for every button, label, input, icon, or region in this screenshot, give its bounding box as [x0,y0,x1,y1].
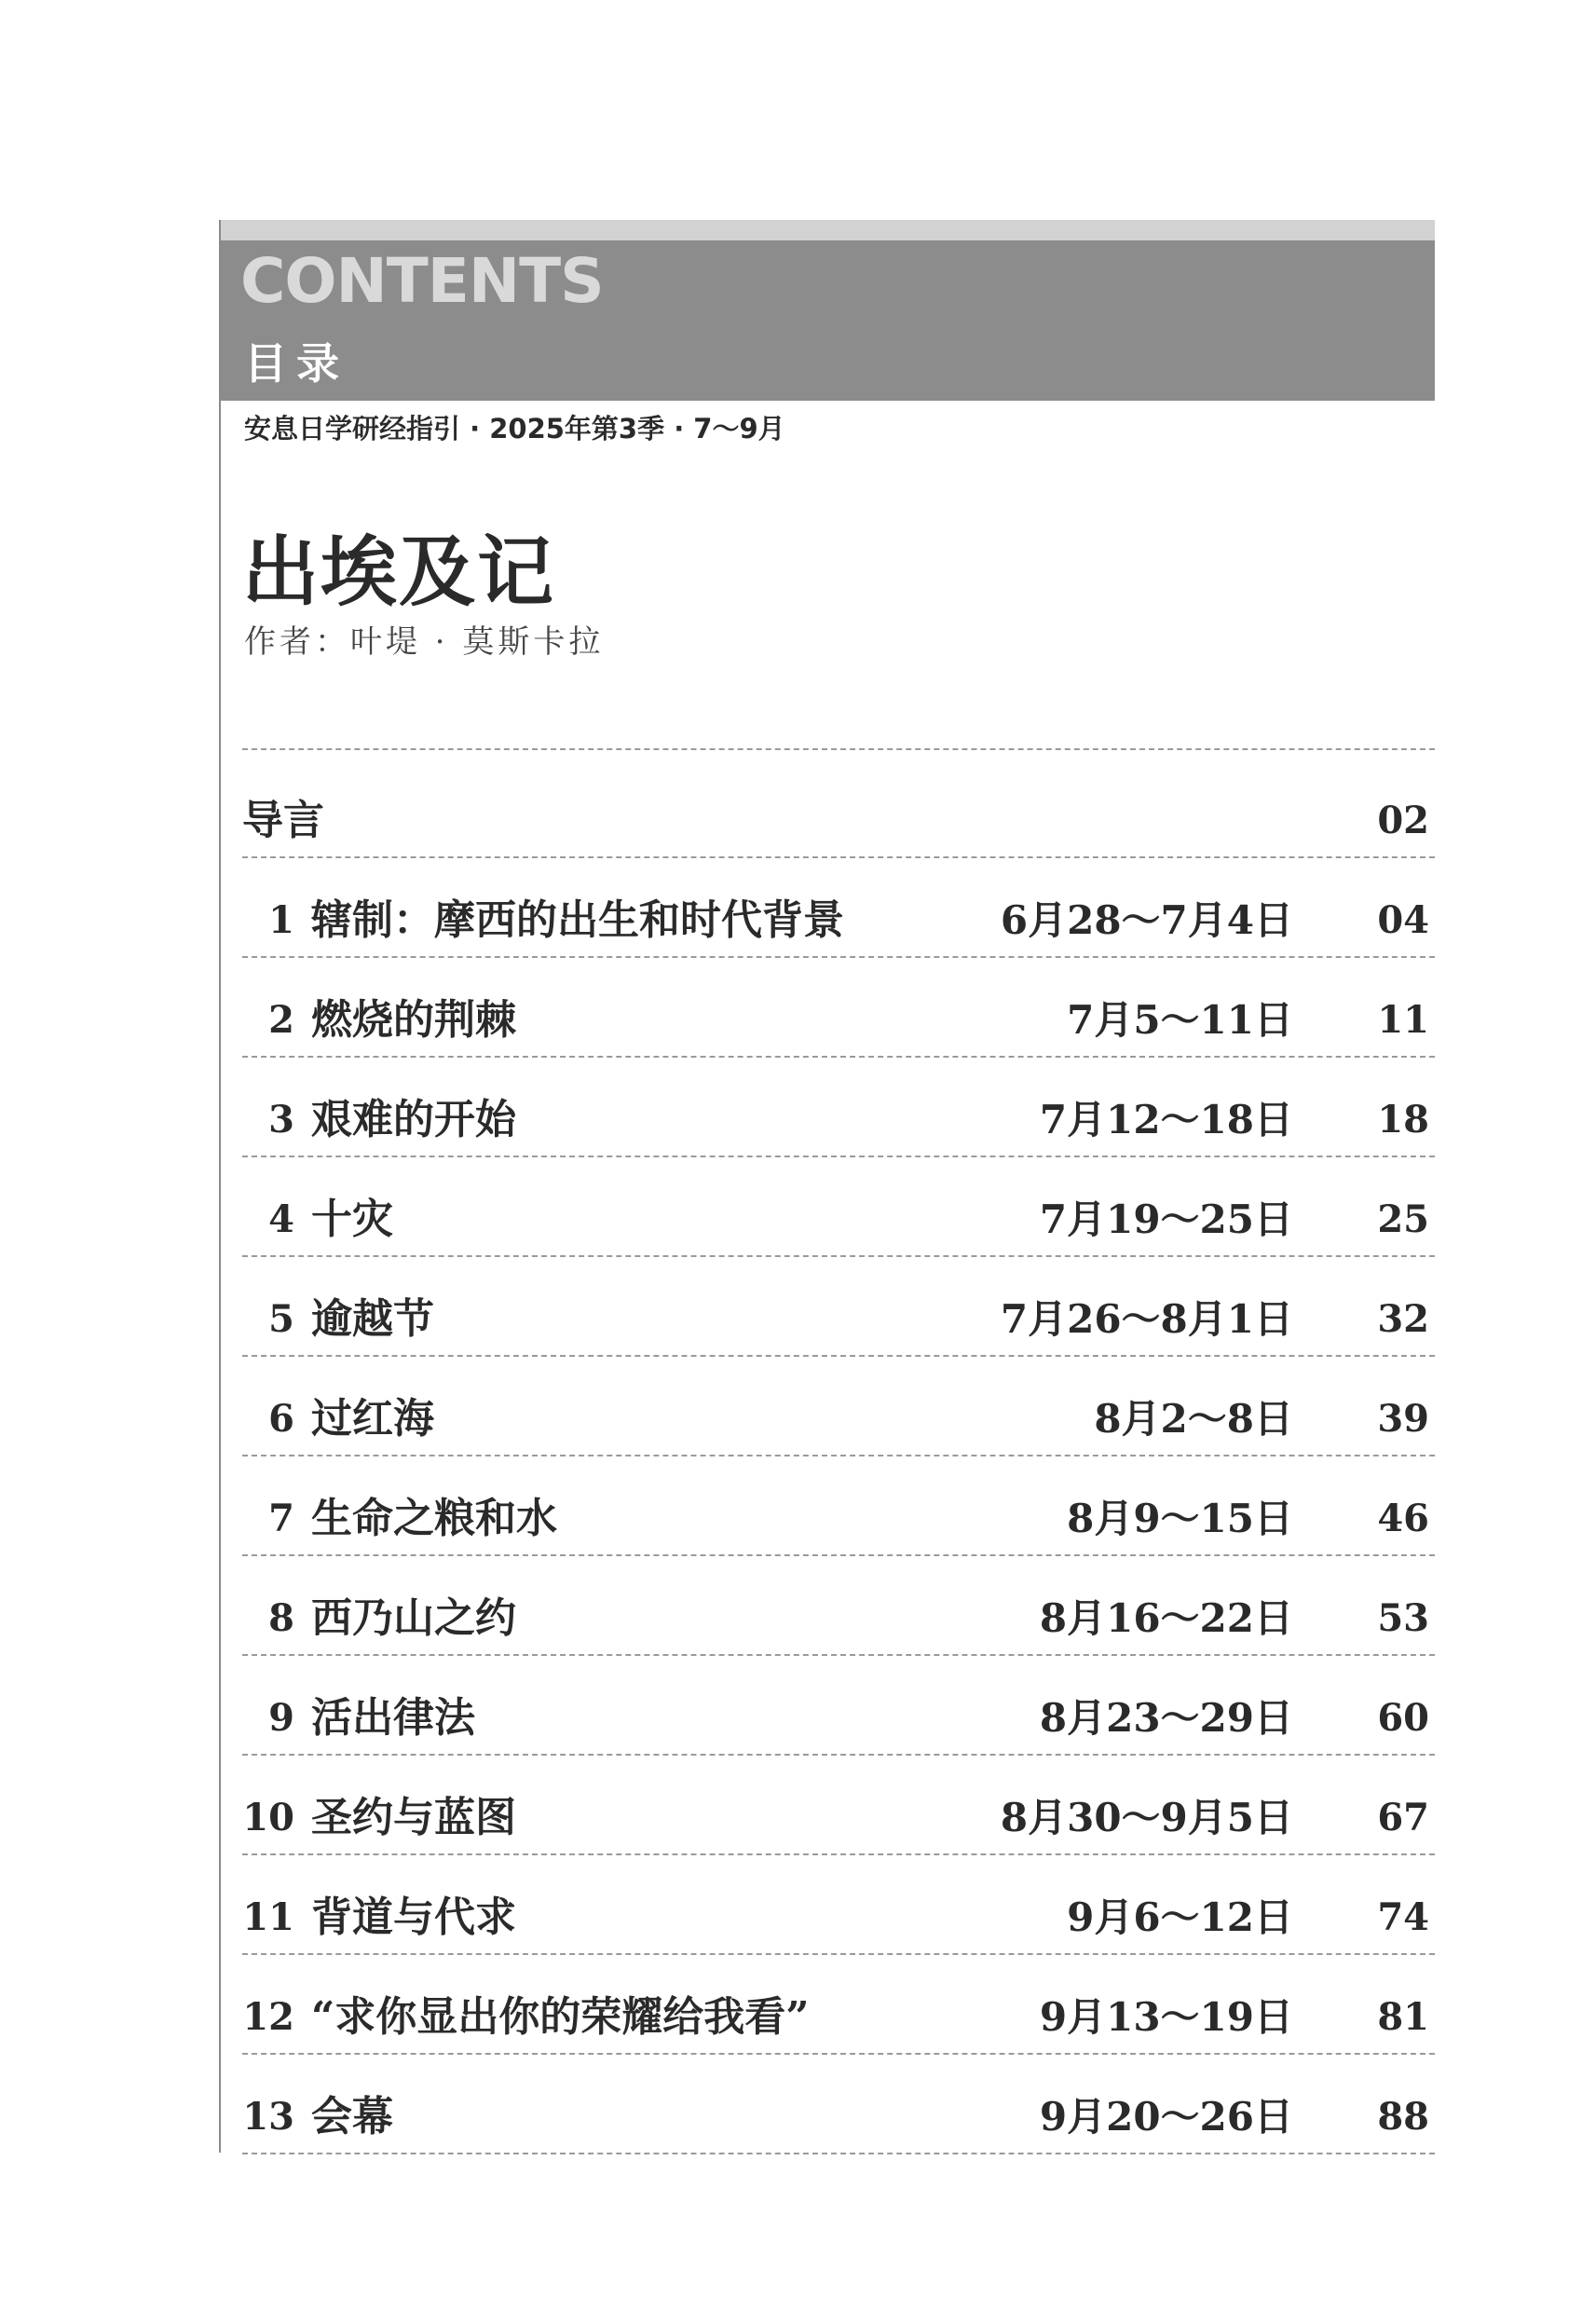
toc-date-range: 9月13～19日 [1039,1994,1293,2040]
toc-title: “求你显出你的荣耀给我看” [311,1993,810,2041]
contents-heading: CONTENTS [240,245,604,317]
toc-date-range: 8月30～9月5日 [1000,1795,1293,1840]
toc-lesson-number: 8 [268,1596,294,1640]
toc-date-range: 7月19～25日 [1039,1197,1293,1242]
toc-title: 生命之粮和水 [311,1495,557,1542]
toc-row-lesson-12[interactable] [242,1955,1435,2055]
toc-title: 燃烧的荆棘 [311,996,516,1044]
toc-row-lesson-11[interactable] [242,1855,1435,1955]
toc-lesson-number: 6 [268,1397,294,1441]
toc-row-lesson-8[interactable] [242,1556,1435,1656]
toc-lesson-number: 3 [268,1098,294,1142]
toc-row-lesson-5[interactable] [242,1257,1435,1357]
toc-page-number: 32 [1377,1297,1429,1341]
toc-date-range: 7月12～18日 [1039,1097,1293,1142]
toc-lesson-number: 4 [268,1197,294,1241]
mulu-heading: 目录 [244,338,348,389]
toc-date-range: 7月26～8月1日 [1000,1296,1293,1342]
toc-row-lesson-4[interactable] [242,1157,1435,1257]
toc-title: 西乃山之约 [311,1594,516,1642]
toc-date-range: 8月2～8日 [1094,1396,1293,1442]
toc-lesson-number: 13 [242,2095,294,2139]
toc-page-number: 74 [1377,1895,1429,1939]
toc-lesson-number: 11 [242,1895,294,1939]
toc-row-lesson-9[interactable] [242,1656,1435,1756]
toc-page-number: 46 [1377,1497,1429,1540]
toc-title: 辖制：摩西的出生和时代背景 [311,896,844,944]
left-margin-rule [219,220,221,2153]
book-title: 出埃及记 [242,528,556,617]
toc-row-lesson-2[interactable] [242,958,1435,1058]
toc-title: 过红海 [311,1395,434,1443]
toc-row-lesson-6[interactable] [242,1357,1435,1456]
table-of-contents [242,748,1435,2154]
toc-title: 背道与代求 [311,1894,516,1941]
toc-date-range: 9月20～26日 [1039,2094,1293,2140]
toc-title: 活出律法 [311,1694,475,1742]
toc-title: 导言 [242,797,324,844]
toc-page-number: 18 [1377,1098,1429,1142]
toc-row-lesson-13[interactable] [242,2055,1435,2154]
publication-subtitle: 安息日学研经指引 · 2025年第3季 · 7～9月 [244,413,785,444]
toc-page-number: 11 [1377,998,1429,1042]
toc-date-range: 8月23～29日 [1039,1695,1293,1741]
author-line: 作者：叶堤 · 莫斯卡拉 [244,623,605,661]
toc-lesson-number: 9 [268,1696,294,1740]
toc-date-range: 8月9～15日 [1067,1496,1293,1541]
toc-row-lesson-3[interactable] [242,1058,1435,1157]
toc-title: 圣约与蓝图 [311,1794,516,1841]
toc-page-number: 39 [1377,1397,1429,1441]
toc-title: 会幕 [311,2093,393,2140]
toc-page-number: 04 [1377,898,1429,942]
toc-page-number: 67 [1377,1796,1429,1839]
header-top-strip [221,220,1435,240]
toc-page-number: 02 [1377,799,1429,842]
toc-page-number: 60 [1377,1696,1429,1740]
toc-row-lesson-7[interactable] [242,1456,1435,1556]
toc-row-intro[interactable] [242,750,1435,858]
toc-lesson-number: 2 [268,998,294,1042]
toc-lesson-number: 5 [268,1297,294,1341]
toc-lesson-number: 12 [242,1995,294,2039]
toc-date-range: 7月5～11日 [1067,997,1293,1043]
toc-lesson-number: 7 [268,1497,294,1540]
toc-date-range: 9月6～12日 [1067,1894,1293,1940]
toc-row-lesson-1[interactable] [242,858,1435,958]
toc-lesson-number: 10 [242,1796,294,1839]
toc-lesson-number: 1 [268,898,294,942]
toc-date-range: 8月16～22日 [1039,1595,1293,1641]
toc-page-number: 88 [1377,2095,1429,2139]
toc-page-number: 81 [1377,1995,1429,2039]
toc-page-number: 53 [1377,1596,1429,1640]
toc-date-range: 6月28～7月4日 [1000,897,1293,943]
toc-title: 逾越节 [311,1295,434,1343]
toc-row-lesson-10[interactable] [242,1756,1435,1855]
toc-title: 艰难的开始 [311,1096,516,1143]
toc-page-number: 25 [1377,1197,1429,1241]
toc-title: 十灾 [311,1196,393,1243]
